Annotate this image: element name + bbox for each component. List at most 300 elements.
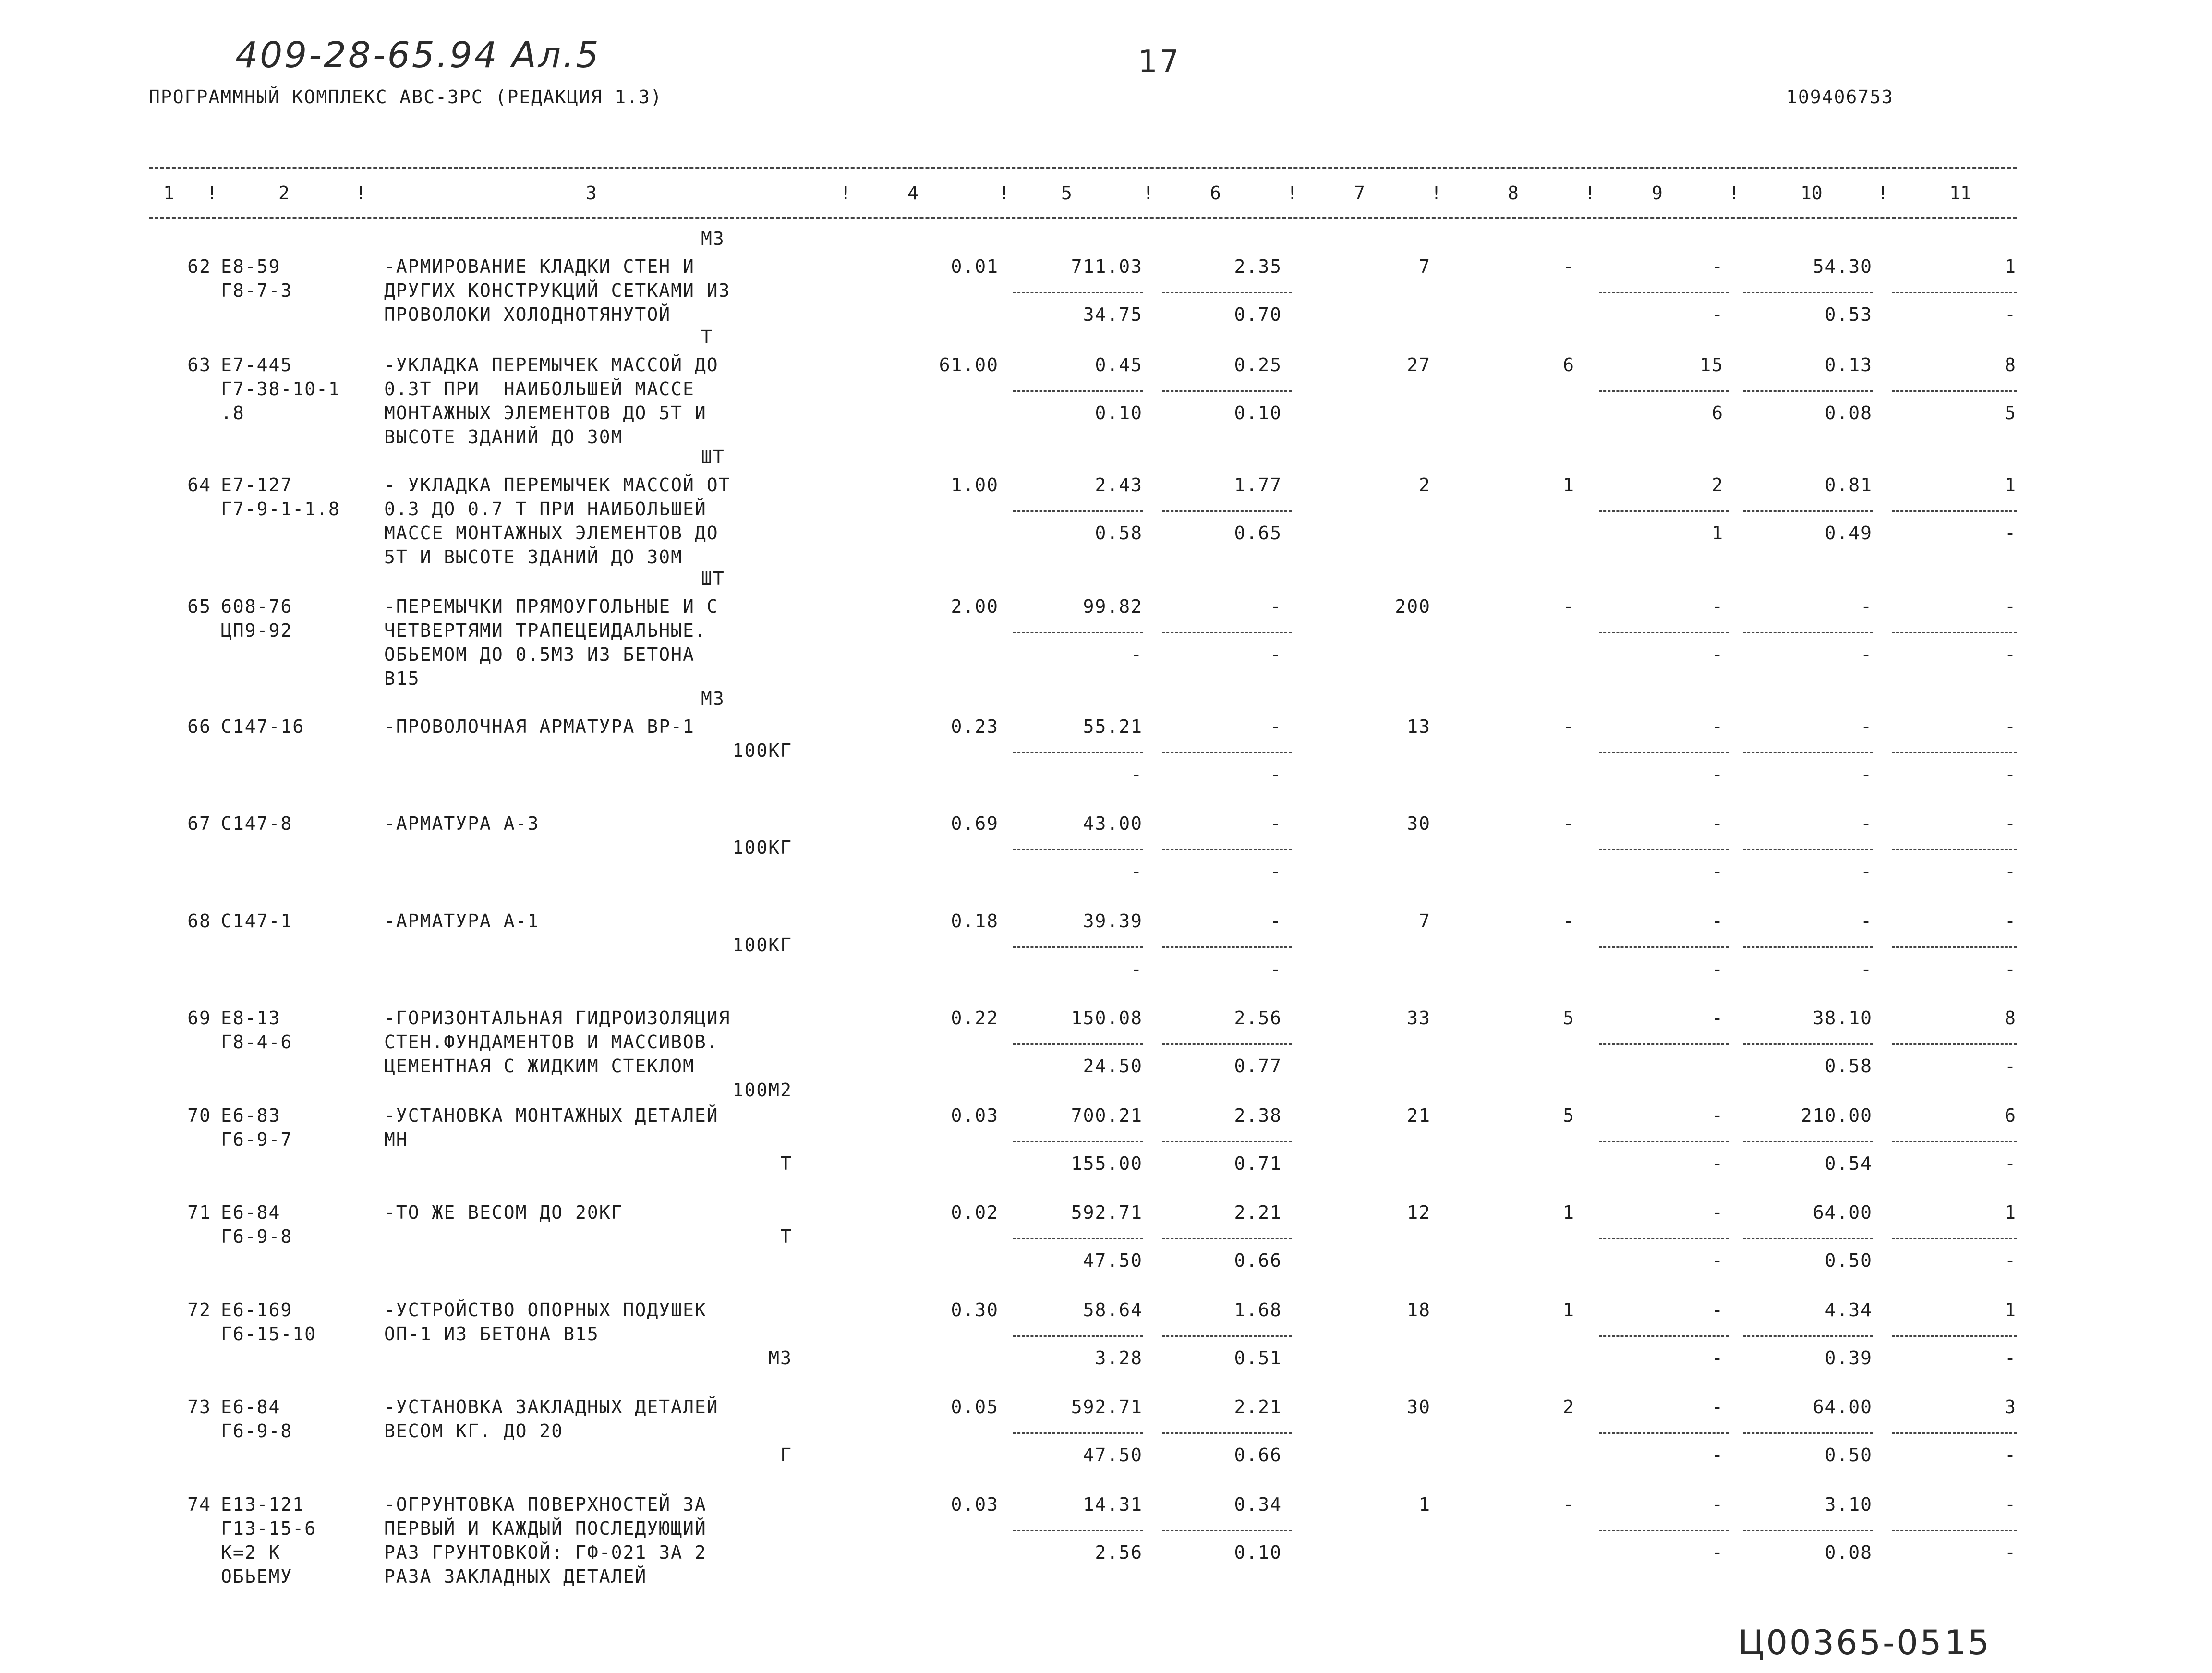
value-separator-line xyxy=(1013,1141,1143,1142)
col11-sub-value: - xyxy=(2005,1542,2017,1563)
col8-value: - xyxy=(1563,596,1575,617)
column-header: 9 xyxy=(1652,182,1663,204)
column-divider: ! xyxy=(206,182,218,204)
labor-sub-value: 0.50 xyxy=(1825,1250,1873,1271)
value-separator-line xyxy=(1162,946,1292,948)
col6-value: - xyxy=(1270,596,1282,617)
col6-value: 1.77 xyxy=(1234,474,1282,496)
norm-code: Г6-9-8 xyxy=(221,1226,293,1247)
quantity-value: 0.03 xyxy=(951,1105,999,1126)
col6-value: - xyxy=(1270,910,1282,932)
row-unit: Т xyxy=(780,1226,792,1247)
row-number: 62 xyxy=(187,256,211,277)
handwritten-page-mark: 17 xyxy=(1138,44,1181,80)
norm-code: С147-8 xyxy=(221,813,293,834)
norm-code: Г13-15-6 xyxy=(221,1518,317,1539)
row-unit: 100КГ xyxy=(732,934,792,956)
total-cost-value: 21 xyxy=(1407,1105,1431,1126)
work-description: ОП-1 ИЗ БЕТОНА В15 xyxy=(384,1323,599,1345)
col11-value: - xyxy=(2005,910,2017,932)
unit-cost-sub-value: 2.56 xyxy=(1095,1542,1143,1563)
quantity-value: 0.23 xyxy=(951,716,999,737)
work-description: -ПЕРЕМЫЧКИ ПРЯМОУГОЛЬНЫЕ И С xyxy=(384,596,719,617)
unit-cost-value: 58.64 xyxy=(1083,1299,1143,1321)
col6-sub-value: 0.77 xyxy=(1234,1055,1282,1077)
column-header: 11 xyxy=(1949,182,1971,204)
norm-code: 608-76 xyxy=(221,596,293,617)
labor-value: 38.10 xyxy=(1813,1007,1873,1029)
unit-cost-sub-value: - xyxy=(1131,764,1143,785)
value-separator-line xyxy=(1162,1043,1292,1045)
work-description: -АРМИРОВАНИЕ КЛАДКИ СТЕН И xyxy=(384,256,695,277)
value-separator-line xyxy=(1892,1530,2017,1531)
column-header: 6 xyxy=(1210,182,1221,204)
value-separator-line xyxy=(1743,1141,1873,1142)
total-cost-value: 7 xyxy=(1419,910,1431,932)
col9-sub-value: - xyxy=(1712,644,1724,665)
labor-value: 0.81 xyxy=(1825,474,1873,496)
work-description: 0.3 ДО 0.7 Т ПРИ НАИБОЛЬШЕЙ xyxy=(384,498,707,520)
col11-sub-value: - xyxy=(2005,304,2017,325)
value-separator-line xyxy=(1743,292,1873,293)
row-unit-above: ШТ xyxy=(701,447,725,468)
col9-value: - xyxy=(1712,813,1724,834)
value-separator-line xyxy=(1162,1141,1292,1142)
col8-value: 5 xyxy=(1563,1007,1575,1029)
column-header: 7 xyxy=(1354,182,1365,204)
value-separator-line xyxy=(1013,1335,1143,1337)
col9-value: - xyxy=(1712,1105,1724,1126)
work-description: -УСТАНОВКА МОНТАЖНЫХ ДЕТАЛЕЙ xyxy=(384,1105,719,1126)
value-separator-line xyxy=(1162,292,1292,293)
handwritten-page-number: 15 xyxy=(1945,1623,1992,1662)
value-separator-line xyxy=(1599,752,1729,753)
norm-code: С147-1 xyxy=(221,910,293,932)
norm-code: Е6-83 xyxy=(221,1105,281,1126)
row-number: 63 xyxy=(187,354,211,376)
work-description: -ОГРУНТОВКА ПОВЕРХНОСТЕЙ ЗА xyxy=(384,1494,707,1515)
norm-code: Г8-4-6 xyxy=(221,1031,293,1053)
col11-sub-value: - xyxy=(2005,1153,2017,1174)
value-separator-line xyxy=(1892,1335,2017,1337)
row-unit-above: Т xyxy=(701,327,713,348)
program-title: ПРОГРАММНЫЙ КОМПЛЕКС АВС-3РС (РЕДАКЦИЯ 1.3) xyxy=(149,86,663,108)
unit-cost-sub-value: 24.50 xyxy=(1083,1055,1143,1077)
row-unit: 100КГ xyxy=(732,740,792,761)
unit-cost-value: 150.08 xyxy=(1071,1007,1143,1029)
unit-cost-sub-value: 0.58 xyxy=(1095,522,1143,544)
work-description: -УКЛАДКА ПЕРЕМЫЧЕК МАССОЙ ДО xyxy=(384,354,719,376)
value-separator-line xyxy=(1013,390,1143,392)
unit-cost-value: 700.21 xyxy=(1071,1105,1143,1126)
quantity-value: 0.03 xyxy=(951,1494,999,1515)
work-description: ВЕСОМ КГ. ДО 20 xyxy=(384,1420,564,1442)
labor-value: - xyxy=(1861,813,1873,834)
col6-sub-value: 0.51 xyxy=(1234,1347,1282,1369)
work-description: -ТО ЖЕ ВЕСОМ ДО 20КГ xyxy=(384,1202,623,1223)
work-description: - УКЛАДКА ПЕРЕМЫЧЕК МАССОЙ ОТ xyxy=(384,474,731,496)
work-description: МОНТАЖНЫХ ЭЛЕМЕНТОВ ДО 5Т И xyxy=(384,402,707,424)
col9-sub-value: - xyxy=(1712,1250,1724,1271)
col11-sub-value: - xyxy=(2005,861,2017,882)
table-top-rule xyxy=(149,167,2017,169)
col11-value: 8 xyxy=(2005,354,2017,376)
column-divider: ! xyxy=(1729,182,1740,204)
col9-value: - xyxy=(1712,1299,1724,1321)
col9-sub-value: - xyxy=(1712,1444,1724,1466)
quantity-value: 0.69 xyxy=(951,813,999,834)
column-header: 3 xyxy=(586,182,597,204)
work-description: МН xyxy=(384,1129,408,1150)
norm-code: Е8-13 xyxy=(221,1007,281,1029)
unit-cost-value: 2.43 xyxy=(1095,474,1143,496)
column-header: 2 xyxy=(278,182,290,204)
col9-sub-value: - xyxy=(1712,958,1724,980)
value-separator-line xyxy=(1162,632,1292,633)
labor-sub-value: 0.08 xyxy=(1825,1542,1873,1563)
value-separator-line xyxy=(1013,849,1143,850)
labor-value: 3.10 xyxy=(1825,1494,1873,1515)
col11-value: - xyxy=(2005,716,2017,737)
row-number: 64 xyxy=(187,474,211,496)
col11-value: - xyxy=(2005,596,2017,617)
row-number: 65 xyxy=(187,596,211,617)
quantity-value: 0.22 xyxy=(951,1007,999,1029)
col9-value: - xyxy=(1712,256,1724,277)
value-separator-line xyxy=(1743,1335,1873,1337)
column-header: 1 xyxy=(163,182,174,204)
col9-value: 15 xyxy=(1700,354,1724,376)
total-cost-value: 2 xyxy=(1419,474,1431,496)
unit-cost-value: 592.71 xyxy=(1071,1202,1143,1223)
col8-value: 2 xyxy=(1563,1396,1575,1418)
norm-code: ЦП9-92 xyxy=(221,620,293,641)
column-divider: ! xyxy=(840,182,851,204)
col6-value: 2.56 xyxy=(1234,1007,1282,1029)
value-separator-line xyxy=(1743,632,1873,633)
col6-value: 0.25 xyxy=(1234,354,1282,376)
unit-cost-value: 55.21 xyxy=(1083,716,1143,737)
col6-sub-value: 0.65 xyxy=(1234,522,1282,544)
col8-value: - xyxy=(1563,1494,1575,1515)
col9-value: 2 xyxy=(1712,474,1724,496)
col9-value: - xyxy=(1712,1396,1724,1418)
norm-code: Е7-445 xyxy=(221,354,293,376)
value-separator-line xyxy=(1599,1335,1729,1337)
row-number: 73 xyxy=(187,1396,211,1418)
value-separator-line xyxy=(1892,1238,2017,1239)
value-separator-line xyxy=(1162,1432,1292,1434)
column-divider: ! xyxy=(1584,182,1596,204)
handwritten-footer-code: Ц00365-05 xyxy=(1738,1623,1944,1662)
value-separator-line xyxy=(1013,1238,1143,1239)
col6-value: 2.38 xyxy=(1234,1105,1282,1126)
work-description: ВЫСОТЕ ЗДАНИЙ ДО 30М xyxy=(384,426,623,448)
work-description: -АРМАТУРА А-1 xyxy=(384,910,540,932)
labor-sub-value: 0.08 xyxy=(1825,402,1873,424)
row-number: 67 xyxy=(187,813,211,834)
unit-cost-value: 592.71 xyxy=(1071,1396,1143,1418)
col9-value: - xyxy=(1712,716,1724,737)
norm-code: Е8-59 xyxy=(221,256,281,277)
col6-sub-value: - xyxy=(1270,958,1282,980)
value-separator-line xyxy=(1013,632,1143,633)
work-description: МАССЕ МОНТАЖНЫХ ЭЛЕМЕНТОВ ДО xyxy=(384,522,719,544)
total-cost-value: 12 xyxy=(1407,1202,1431,1223)
col6-sub-value: 0.10 xyxy=(1234,402,1282,424)
row-unit: М3 xyxy=(768,1347,792,1369)
norm-code: С147-16 xyxy=(221,716,305,737)
value-separator-line xyxy=(1013,752,1143,753)
column-divider: ! xyxy=(1143,182,1154,204)
col11-sub-value: 5 xyxy=(2005,402,2017,424)
work-description: 5Т И ВЫСОТЕ ЗДАНИЙ ДО 30М xyxy=(384,546,683,568)
norm-code: Г6-15-10 xyxy=(221,1323,317,1345)
quantity-value: 61.00 xyxy=(939,354,999,376)
row-unit: Г xyxy=(780,1444,792,1466)
value-separator-line xyxy=(1743,390,1873,392)
unit-cost-sub-value: - xyxy=(1131,644,1143,665)
work-description: ЦЕМЕНТНАЯ С ЖИДКИМ СТЕКЛОМ xyxy=(384,1055,695,1077)
value-separator-line xyxy=(1892,1432,2017,1434)
col6-sub-value: - xyxy=(1270,764,1282,785)
value-separator-line xyxy=(1892,510,2017,512)
value-separator-line xyxy=(1892,752,2017,753)
labor-value: 4.34 xyxy=(1825,1299,1873,1321)
value-separator-line xyxy=(1743,849,1873,850)
work-description: 0.3Т ПРИ НАИБОЛЬШЕЙ МАССЕ xyxy=(384,378,695,400)
col9-value: - xyxy=(1712,1007,1724,1029)
value-separator-line xyxy=(1892,390,2017,392)
work-description: ПРОВОЛОКИ ХОЛОДНОТЯНУТОЙ xyxy=(384,304,671,325)
column-header: 5 xyxy=(1061,182,1072,204)
column-divider: ! xyxy=(999,182,1010,204)
quantity-value: 1.00 xyxy=(951,474,999,496)
row-number: 69 xyxy=(187,1007,211,1029)
work-description: В15 xyxy=(384,668,420,689)
value-separator-line xyxy=(1599,1238,1729,1239)
norm-code: Е13-121 xyxy=(221,1494,305,1515)
work-description: ДРУГИХ КОНСТРУКЦИЙ СЕТКАМИ ИЗ xyxy=(384,280,731,301)
work-description: РАЗА ЗАКЛАДНЫХ ДЕТАЛЕЙ xyxy=(384,1566,647,1587)
value-separator-line xyxy=(1162,849,1292,850)
labor-value: 210.00 xyxy=(1801,1105,1873,1126)
col6-sub-value: - xyxy=(1270,861,1282,882)
norm-code: Е6-84 xyxy=(221,1396,281,1418)
value-separator-line xyxy=(1743,510,1873,512)
row-unit-above: М3 xyxy=(701,228,725,249)
col6-sub-value: 0.70 xyxy=(1234,304,1282,325)
labor-sub-value: - xyxy=(1861,958,1873,980)
value-separator-line xyxy=(1599,849,1729,850)
value-separator-line xyxy=(1013,1432,1143,1434)
work-description: СТЕН.ФУНДАМЕНТОВ И МАССИВОВ. xyxy=(384,1031,719,1053)
handwritten-document-code: 409-28-65.94 Ал.5 xyxy=(235,35,601,76)
value-separator-line xyxy=(1013,1530,1143,1531)
col9-sub-value: - xyxy=(1712,1347,1724,1369)
col8-value: 6 xyxy=(1563,354,1575,376)
quantity-value: 0.05 xyxy=(951,1396,999,1418)
work-description: ОБЬЕМОМ ДО 0.5М3 ИЗ БЕТОНА xyxy=(384,644,695,665)
col11-value: 3 xyxy=(2005,1396,2017,1418)
row-number: 68 xyxy=(187,910,211,932)
row-number: 74 xyxy=(187,1494,211,1515)
unit-cost-sub-value: - xyxy=(1131,958,1143,980)
total-cost-value: 18 xyxy=(1407,1299,1431,1321)
col11-value: 1 xyxy=(2005,1202,2017,1223)
labor-sub-value: 0.54 xyxy=(1825,1153,1873,1174)
col6-sub-value: 0.66 xyxy=(1234,1250,1282,1271)
row-unit-above: М3 xyxy=(701,688,725,709)
col11-value: - xyxy=(2005,1494,2017,1515)
col11-value: 6 xyxy=(2005,1105,2017,1126)
value-separator-line xyxy=(1599,292,1729,293)
unit-cost-sub-value: 155.00 xyxy=(1071,1153,1143,1174)
value-separator-line xyxy=(1599,1043,1729,1045)
unit-cost-sub-value: 0.10 xyxy=(1095,402,1143,424)
unit-cost-value: 43.00 xyxy=(1083,813,1143,834)
col6-value: 2.21 xyxy=(1234,1202,1282,1223)
work-description: -АРМАТУРА А-3 xyxy=(384,813,540,834)
col6-value: 2.35 xyxy=(1234,256,1282,277)
value-separator-line xyxy=(1013,292,1143,293)
row-number: 70 xyxy=(187,1105,211,1126)
total-cost-value: 30 xyxy=(1407,1396,1431,1418)
labor-sub-value: 0.49 xyxy=(1825,522,1873,544)
norm-code: Г6-9-7 xyxy=(221,1129,293,1150)
norm-code: Е6-84 xyxy=(221,1202,281,1223)
value-separator-line xyxy=(1743,946,1873,948)
value-separator-line xyxy=(1892,849,2017,850)
row-unit: 100М2 xyxy=(732,1079,792,1101)
col6-value: 2.21 xyxy=(1234,1396,1282,1418)
value-separator-line xyxy=(1892,1141,2017,1142)
value-separator-line xyxy=(1162,752,1292,753)
value-separator-line xyxy=(1892,946,2017,948)
col11-sub-value: - xyxy=(2005,1250,2017,1271)
total-cost-value: 13 xyxy=(1407,716,1431,737)
col11-sub-value: - xyxy=(2005,1347,2017,1369)
norm-code: Г6-9-8 xyxy=(221,1420,293,1442)
col11-value: - xyxy=(2005,813,2017,834)
labor-value: 54.30 xyxy=(1813,256,1873,277)
labor-value: 64.00 xyxy=(1813,1202,1873,1223)
col8-value: - xyxy=(1563,256,1575,277)
unit-cost-sub-value: 34.75 xyxy=(1083,304,1143,325)
col9-value: - xyxy=(1712,596,1724,617)
unit-cost-value: 14.31 xyxy=(1083,1494,1143,1515)
work-description: -ГОРИЗОНТАЛЬНАЯ ГИДРОИЗОЛЯЦИЯ xyxy=(384,1007,731,1029)
quantity-value: 0.02 xyxy=(951,1202,999,1223)
unit-cost-sub-value: 3.28 xyxy=(1095,1347,1143,1369)
document-number: 109406753 xyxy=(1786,86,1894,108)
total-cost-value: 200 xyxy=(1395,596,1431,617)
value-separator-line xyxy=(1599,390,1729,392)
row-number: 66 xyxy=(187,716,211,737)
col8-value: - xyxy=(1563,910,1575,932)
work-description: ПЕРВЫЙ И КАЖДЫЙ ПОСЛЕДУЮЩИЙ xyxy=(384,1518,707,1539)
col9-sub-value: 6 xyxy=(1712,402,1724,424)
row-unit: 100КГ xyxy=(732,837,792,858)
value-separator-line xyxy=(1743,1238,1873,1239)
labor-sub-value: 0.50 xyxy=(1825,1444,1873,1466)
col9-sub-value: - xyxy=(1712,764,1724,785)
col8-value: - xyxy=(1563,813,1575,834)
labor-sub-value: 0.39 xyxy=(1825,1347,1873,1369)
total-cost-value: 30 xyxy=(1407,813,1431,834)
labor-sub-value: - xyxy=(1861,861,1873,882)
col8-value: - xyxy=(1563,716,1575,737)
value-separator-line xyxy=(1599,946,1729,948)
unit-cost-sub-value: 47.50 xyxy=(1083,1444,1143,1466)
col9-sub-value: - xyxy=(1712,1153,1724,1174)
column-divider: ! xyxy=(1877,182,1888,204)
work-description: РАЗ ГРУНТОВКОЙ: ГФ-021 ЗА 2 xyxy=(384,1542,707,1563)
column-header-row xyxy=(149,182,2021,206)
col9-sub-value: 1 xyxy=(1712,522,1724,544)
labor-value: - xyxy=(1861,596,1873,617)
value-separator-line xyxy=(1892,632,2017,633)
labor-value: - xyxy=(1861,716,1873,737)
labor-value: - xyxy=(1861,910,1873,932)
col11-sub-value: - xyxy=(2005,764,2017,785)
unit-cost-sub-value: - xyxy=(1131,861,1143,882)
column-divider: ! xyxy=(355,182,366,204)
col6-value: 0.34 xyxy=(1234,1494,1282,1515)
labor-sub-value: 0.58 xyxy=(1825,1055,1873,1077)
value-separator-line xyxy=(1599,1530,1729,1531)
column-header: 4 xyxy=(907,182,919,204)
value-separator-line xyxy=(1892,292,2017,293)
unit-cost-value: 0.45 xyxy=(1095,354,1143,376)
unit-cost-value: 39.39 xyxy=(1083,910,1143,932)
labor-sub-value: - xyxy=(1861,644,1873,665)
col6-sub-value: 0.71 xyxy=(1234,1153,1282,1174)
col8-value: 1 xyxy=(1563,1202,1575,1223)
col11-value: 1 xyxy=(2005,474,2017,496)
value-separator-line xyxy=(1599,1432,1729,1434)
norm-code: Г8-7-3 xyxy=(221,280,293,301)
column-divider: ! xyxy=(1431,182,1442,204)
col9-value: - xyxy=(1712,1494,1724,1515)
quantity-value: 2.00 xyxy=(951,596,999,617)
value-separator-line xyxy=(1013,1043,1143,1045)
col9-sub-value: - xyxy=(1712,861,1724,882)
total-cost-value: 27 xyxy=(1407,354,1431,376)
work-description: -ПРОВОЛОЧНАЯ АРМАТУРА ВР-1 xyxy=(384,716,695,737)
col11-sub-value: - xyxy=(2005,522,2017,544)
col9-sub-value: - xyxy=(1712,1542,1724,1563)
col6-sub-value: 0.66 xyxy=(1234,1444,1282,1466)
total-cost-value: 33 xyxy=(1407,1007,1431,1029)
value-separator-line xyxy=(1743,1530,1873,1531)
col6-sub-value: - xyxy=(1270,644,1282,665)
labor-value: 64.00 xyxy=(1813,1396,1873,1418)
unit-cost-value: 99.82 xyxy=(1083,596,1143,617)
work-description: ЧЕТВЕРТЯМИ ТРАПЕЦЕИДАЛЬНЫЕ. xyxy=(384,620,707,641)
labor-sub-value: 0.53 xyxy=(1825,304,1873,325)
total-cost-value: 1 xyxy=(1419,1494,1431,1515)
row-number: 72 xyxy=(187,1299,211,1321)
value-separator-line xyxy=(1162,1530,1292,1531)
value-separator-line xyxy=(1599,632,1729,633)
col11-sub-value: - xyxy=(2005,1444,2017,1466)
norm-code: К=2 К xyxy=(221,1542,281,1563)
value-separator-line xyxy=(1599,510,1729,512)
work-description: -УСТРОЙСТВО ОПОРНЫХ ПОДУШЕК xyxy=(384,1299,707,1321)
col9-value: - xyxy=(1712,910,1724,932)
norm-code: Г7-38-10-1 xyxy=(221,378,340,400)
